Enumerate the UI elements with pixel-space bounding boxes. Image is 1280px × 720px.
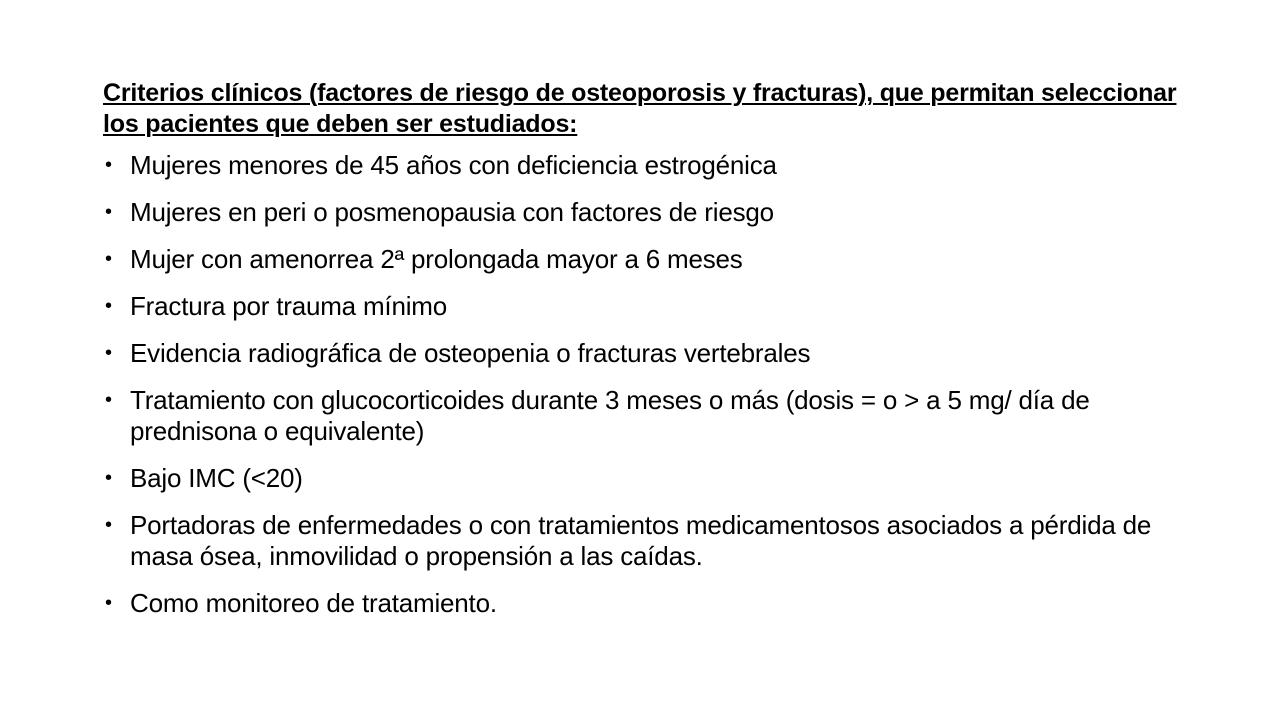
bullet-list [103,150,1183,619]
list-item [103,291,1183,322]
slide-content [103,78,1183,635]
list-item [103,588,1183,619]
list-item [103,385,1183,447]
list-item-text: Como monitoreo de tratamiento. [130,588,497,618]
bullet-icon: • [105,514,112,536]
list-item-text: Mujeres en peri o posmenopausia con factores de riesgo [130,197,774,227]
bullet-icon: • [105,295,112,317]
list-item-text: Portadoras de enfermedades o con tratamientos medicamentosos asociados a pérdida de masa ósea, inmovilidad o propensión a las caídas. [130,510,1152,571]
list-item [103,150,1183,181]
list-item-text: Evidencia radiográfica de osteopenia o fracturas vertebrales [130,338,811,368]
list-item [103,338,1183,369]
list-item-text: Fractura por trauma mínimo [130,291,448,321]
list-item-text: Mujeres menores de 45 años con deficiencia estrogénica [130,150,777,180]
bullet-icon: • [105,248,112,270]
bullet-icon: • [105,467,112,489]
list-item [103,197,1183,228]
bullet-icon: • [105,154,112,176]
list-item-text: Bajo IMC (<20) [130,463,303,493]
slide-heading: Criterios clínicos (factores de riesgo de osteoporosis y fracturas), que permitan seleccionar los pacientes que deben ser estudiados: [103,79,1177,138]
list-item [103,244,1183,275]
bullet-icon: • [105,342,112,364]
bullet-icon: • [105,389,112,411]
list-item [103,510,1183,572]
list-item-text: Mujer con amenorrea 2ª prolongada mayor a 6 meses [130,244,743,274]
list-item [103,463,1183,494]
bullet-icon: • [105,201,112,223]
list-item-text: Tratamiento con glucocorticoides durante 3 meses o más (dosis = o > a 5 mg/ día de prednisona o equivalente) [130,385,1090,446]
bullet-icon: • [105,592,112,614]
